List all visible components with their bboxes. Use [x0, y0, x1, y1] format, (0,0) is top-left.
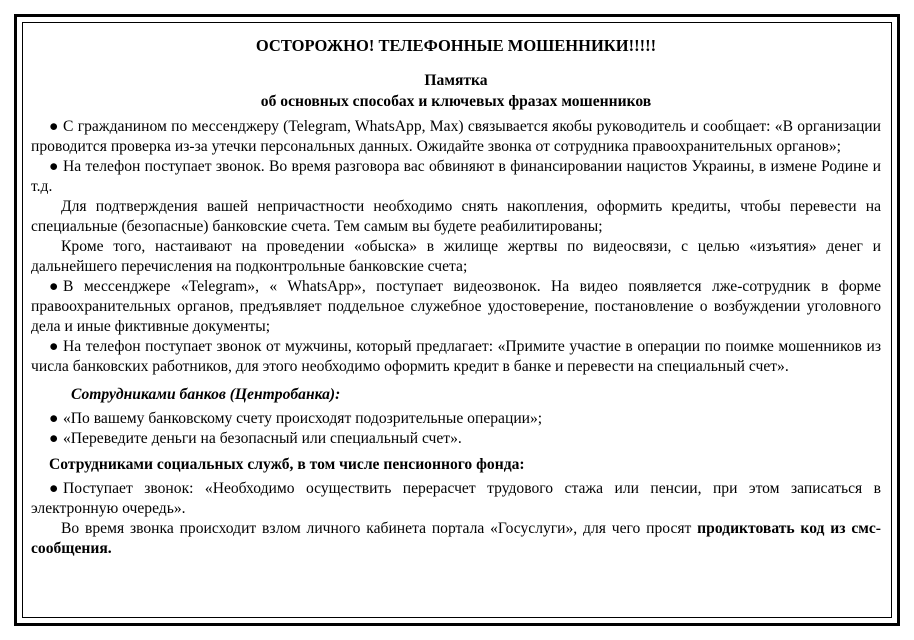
paragraph-text: На телефон поступает звонок. Во время разговора вас обвиняют в финансировании нацистов Украины, в измене Родине и т.д.	[31, 158, 881, 195]
banks-item	[31, 409, 881, 429]
social-heading: Сотрудниками социальных служб, в том числе пенсионного фонда:	[49, 456, 525, 473]
paragraph-messenger	[31, 117, 881, 157]
paragraph-search: Кроме того, настаивают на проведении «обыска» в жилище жертвы по видеосвязи, с целью «изъятия» денег и дальнейшего перечисления на подконтрольные банковские счета;	[31, 238, 881, 275]
memo-subtitle	[31, 70, 881, 112]
bullet-icon: ●	[49, 338, 59, 355]
paragraph-text: Во время звонка происходит взлом личного кабинета портала «Госуслуги», для чего просят	[61, 520, 698, 537]
paragraph-text: «Переведите деньги на безопасный или специальный счет».	[63, 430, 462, 447]
paragraph-text: Поступает звонок: «Необходимо осуществить перерасчет трудового стажа или пенсии, при этом записаться в электронную очередь».	[31, 480, 881, 517]
bullet-icon: ●	[49, 278, 59, 295]
banks-item	[31, 429, 881, 449]
paragraph-video-call	[31, 277, 881, 337]
paragraph-confirmation: Для подтверждения вашей непричастности необходимо снять накопления, оформить кредиты, чтобы перевести на специальные (безопасные) банковские счета. Тем самым вы будете реабилитированы;	[31, 198, 881, 235]
paragraph-gosuslugi	[31, 519, 881, 559]
bullet-icon: ●	[49, 430, 59, 447]
memo-content	[31, 36, 881, 559]
banks-heading: Сотрудниками банков (Центробанка):	[71, 386, 341, 403]
social-item	[31, 479, 881, 519]
paragraph-bold-text: продиктовать код из смс-сообщения.	[31, 520, 881, 557]
paragraph-operation	[31, 337, 881, 377]
memo-title: ОСТОРОЖНО! ТЕЛЕФОННЫЕ МОШЕННИКИ!!!!!	[255, 36, 657, 55]
subtitle-line-2: об основных способах и ключевых фразах мошенников	[260, 93, 652, 110]
paragraph-text: На телефон поступает звонок от мужчины, который предлагает: «Примите участие в операции по поимке мошенников из числа банковских работников, для этого необходимо оформить кредит в банке и перевести на специальный счет».	[31, 338, 881, 375]
paragraph-text: В мессенджере «Telegram», « WhatsApp», поступает видеозвонок. На видео появляется лже-сотрудник в форме правоохранительных органов, предъявляет поддельное служебное удостоверение, постановление о возбуждении уголовного дела и иные фиктивные документы;	[31, 278, 881, 335]
paragraph-text: С гражданином по мессенджеру (Telegram, WhatsApp, Max) связывается якобы руководитель и сообщает: «В организации проводится проверка из-за утечки персональных данных. Ожидайте звонка от сотрудника правоохранительных органов»;	[31, 118, 881, 155]
bullet-icon: ●	[49, 118, 59, 135]
bullet-icon: ●	[49, 480, 59, 497]
bullet-icon: ●	[49, 158, 59, 175]
subtitle-line-1: Памятка	[424, 72, 488, 89]
bullet-icon: ●	[49, 410, 59, 427]
paragraph-text: «По вашему банковскому счету происходят подозрительные операции»;	[63, 410, 543, 427]
paragraph-phone-call	[31, 157, 881, 197]
